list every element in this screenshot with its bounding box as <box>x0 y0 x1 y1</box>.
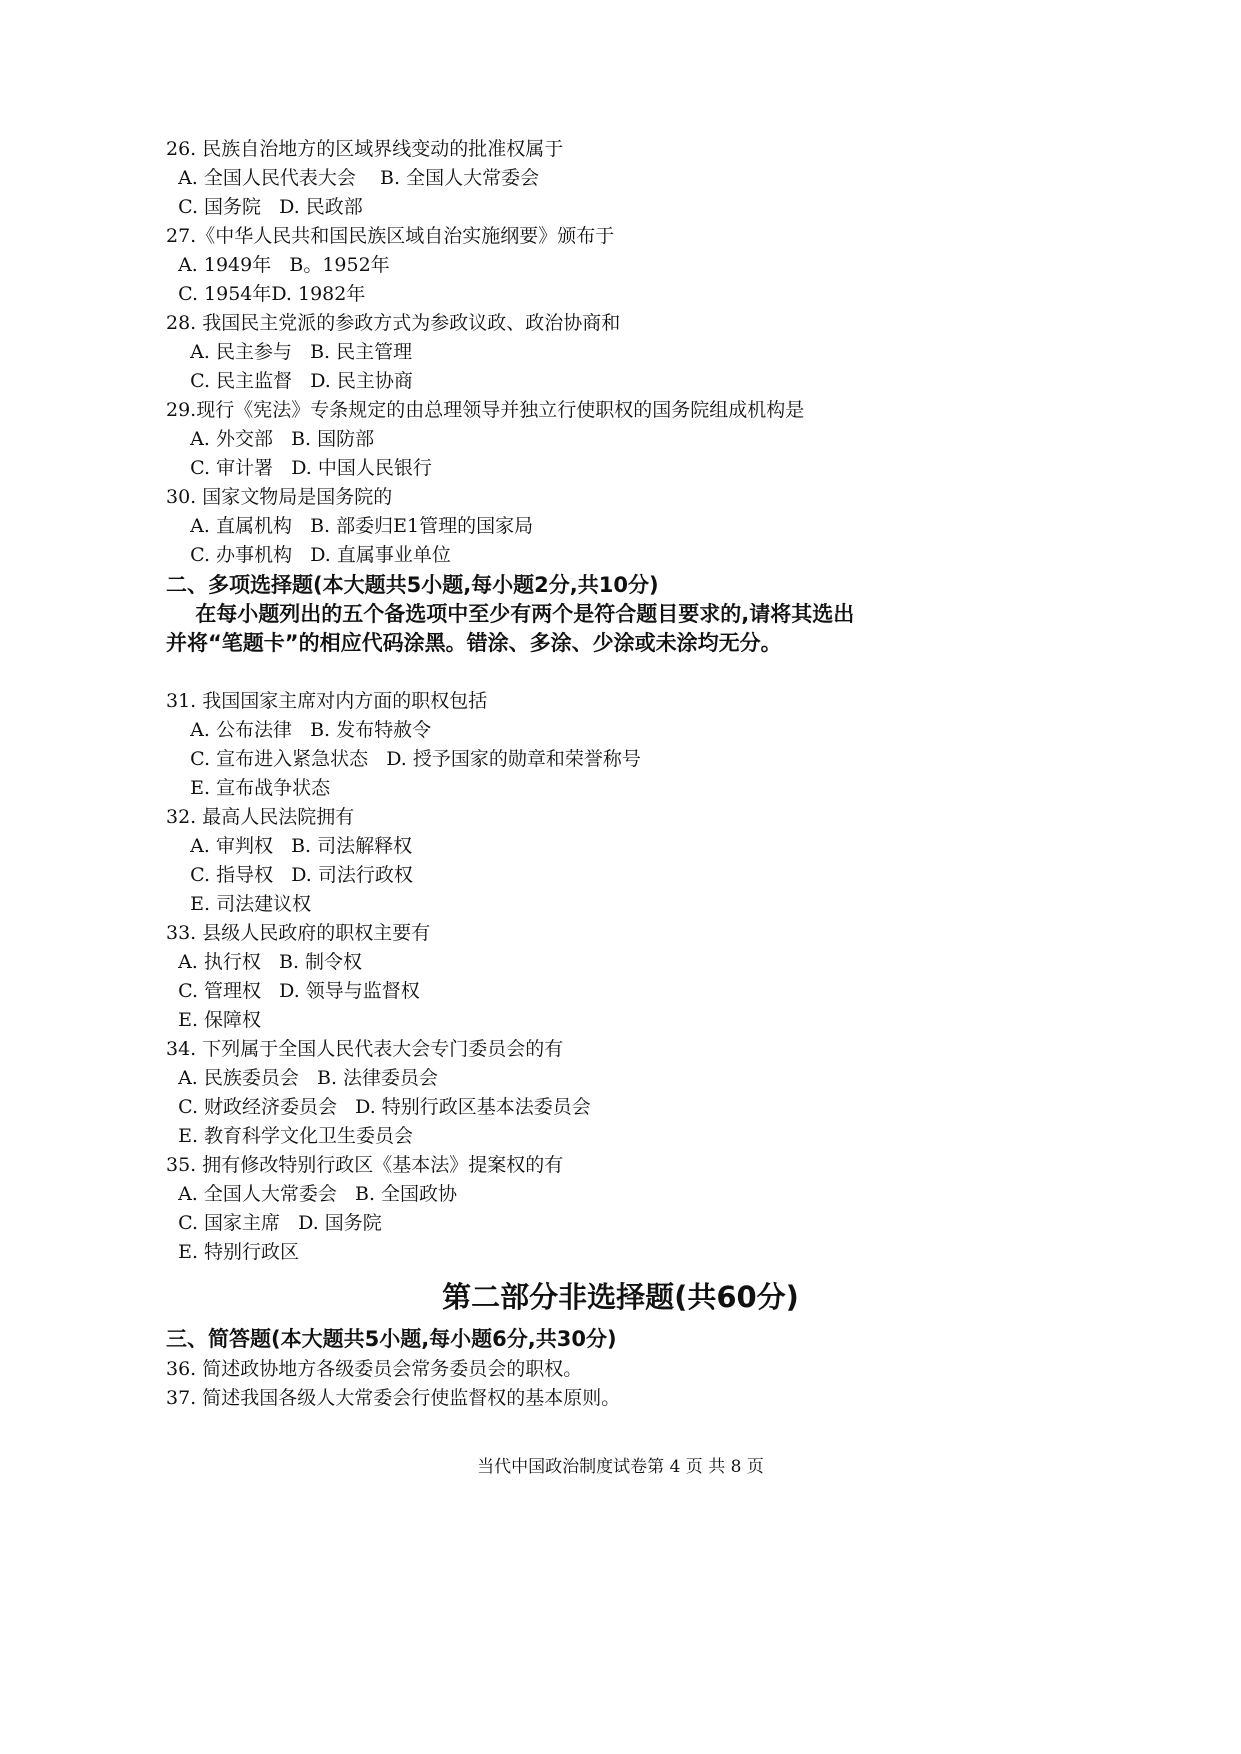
question-31: 31. 我国国家主席对内方面的职权包括 <box>166 690 488 712</box>
section-3-heading: 三、简答题(本大题共5小题,每小题6分,共30分) <box>166 1327 617 1351</box>
question-28-options-ab: A. 民主参与 B. 民主管理 <box>166 341 413 363</box>
question-34: 34. 下列属于全国人民代表大会专门委员会的有 <box>166 1038 564 1060</box>
question-37: 37. 简述我国各级人大常委会行使监督权的基本原则。 <box>166 1387 621 1409</box>
question-27-options-ab: A. 1949年 B。1952年 <box>166 254 390 276</box>
question-32-option-e: E. 司法建议权 <box>166 893 312 915</box>
question-30-options-ab: A. 直属机构 B. 部委归E1管理的国家局 <box>166 515 534 537</box>
question-34-option-e: E. 教育科学文化卫生委员会 <box>166 1125 414 1147</box>
question-26-options-ab: A. 全国人民代表大会 B. 全国人大常委会 <box>166 167 540 189</box>
part-2-title: 第二部分非选择题(共60分) <box>442 1280 799 1314</box>
question-29-options-cd: C. 审计署 D. 中国人民银行 <box>166 457 432 479</box>
section-2-instruction-line-1: 在每小题列出的五个备选项中至少有两个是符合题目要求的,请将其选出 <box>166 602 855 626</box>
question-33: 33. 县级人民政府的职权主要有 <box>166 922 431 944</box>
question-31-option-e: E. 宣布战争状态 <box>166 777 331 799</box>
question-33-options-cd: C. 管理权 D. 领导与监督权 <box>166 980 420 1002</box>
question-33-options-ab: A. 执行权 B. 制令权 <box>166 951 363 973</box>
question-34-options-cd: C. 财政经济委员会 D. 特别行政区基本法委员会 <box>166 1096 591 1118</box>
question-26-options-cd: C. 国务院 D. 民政部 <box>166 196 363 218</box>
question-35-options-ab: A. 全国人大常委会 B. 全国政协 <box>166 1183 458 1205</box>
question-26: 26. 民族自治地方的区域界线变动的批准权属于 <box>166 138 564 160</box>
question-35-options-cd: C. 国家主席 D. 国务院 <box>166 1212 382 1234</box>
question-28-options-cd: C. 民主监督 D. 民主协商 <box>166 370 413 392</box>
question-27-options-cd: C. 1954年D. 1982年 <box>166 283 366 305</box>
question-29-options-ab: A. 外交部 B. 国防部 <box>166 428 375 450</box>
question-31-options-ab: A. 公布法律 B. 发布特赦令 <box>166 719 432 741</box>
question-27: 27.《中华人民共和国民族区域自治实施纲要》颁布于 <box>166 225 615 247</box>
page-footer: 当代中国政治制度试卷第 4 页 共 8 页 <box>477 1457 764 1477</box>
question-28: 28. 我国民主党派的参政方式为参政议政、政治协商和 <box>166 312 621 334</box>
question-31-options-cd: C. 宣布进入紧急状态 D. 授予国家的勋章和荣誉称号 <box>166 748 641 770</box>
question-35-option-e: E. 特别行政区 <box>166 1241 300 1263</box>
section-2-instruction-line-2: 并将“笔题卡”的相应代码涂黑。错涂、多涂、少涂或未涂均无分。 <box>166 631 782 655</box>
question-32: 32. 最高人民法院拥有 <box>166 806 355 828</box>
question-34-options-ab: A. 民族委员会 B. 法律委员会 <box>166 1067 439 1089</box>
section-2-heading: 二、多项选择题(本大题共5小题,每小题2分,共10分) <box>166 573 659 597</box>
question-32-options-cd: C. 指导权 D. 司法行政权 <box>166 864 413 886</box>
question-35: 35. 拥有修改特别行政区《基本法》提案权的有 <box>166 1154 564 1176</box>
question-30-options-cd: C. 办事机构 D. 直属事业单位 <box>166 544 451 566</box>
question-30: 30. 国家文物局是国务院的 <box>166 486 393 508</box>
question-33-option-e: E. 保障权 <box>166 1009 262 1031</box>
question-29: 29.现行《宪法》专条规定的由总理领导并独立行使职权的国务院组成机构是 <box>166 399 805 421</box>
question-32-options-ab: A. 审判权 B. 司法解释权 <box>166 835 413 857</box>
question-36: 36. 简述政协地方各级委员会常务委员会的职权。 <box>166 1358 583 1380</box>
